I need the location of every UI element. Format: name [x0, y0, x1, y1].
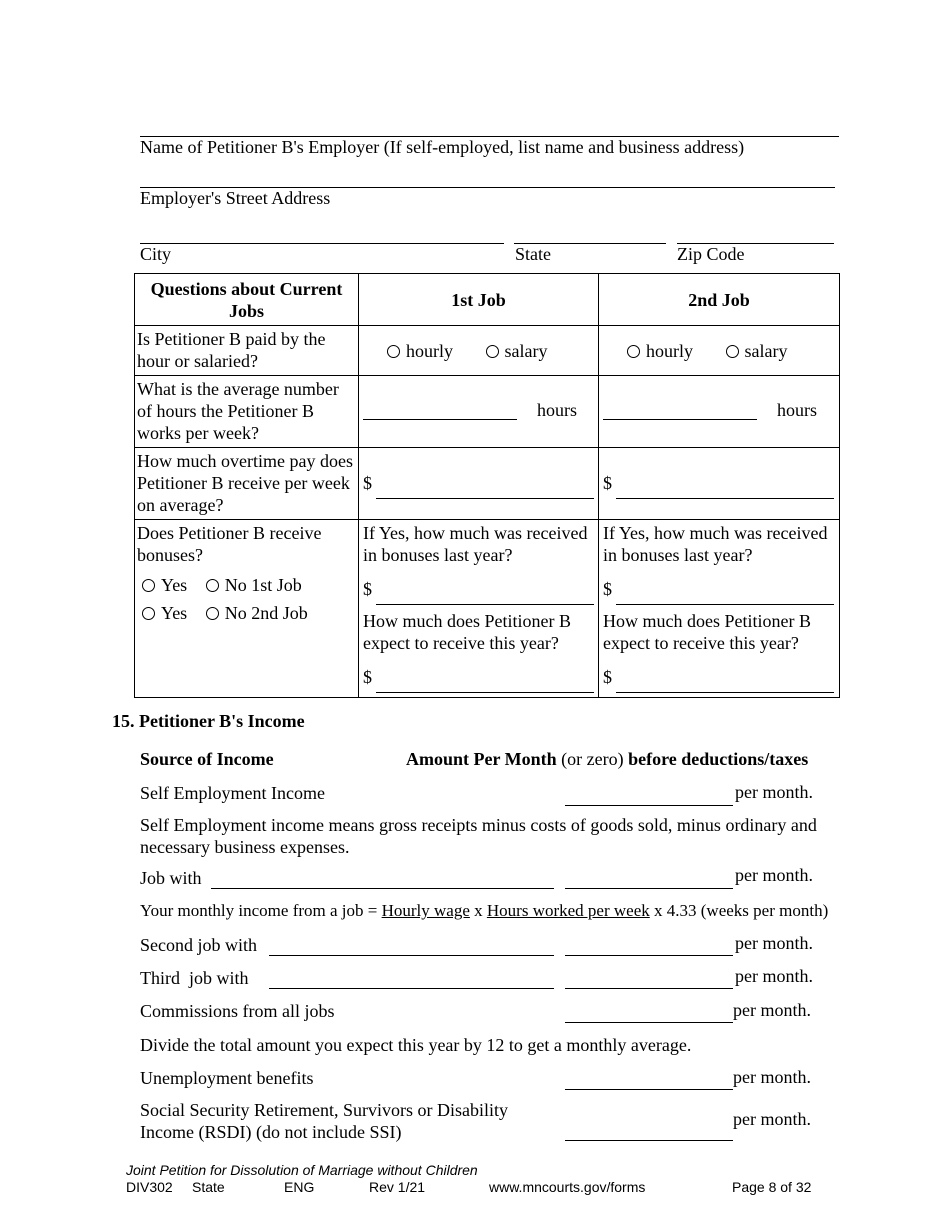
- bonus-this-year-label: How much does Petitioner B expect to receive this year?: [363, 611, 571, 653]
- self-employment-note: Self Employment income means gross receipts minus costs of goods sold, minus ordinary and necessary business expenses.: [140, 815, 817, 857]
- job1-hours-unit: hours: [537, 400, 577, 420]
- job2-bonus-this-year-field[interactable]: [616, 692, 834, 693]
- commissions-amount[interactable]: [565, 1022, 733, 1023]
- unemployment-amount[interactable]: [565, 1089, 733, 1090]
- employer-street-label: Employer's Street Address: [140, 188, 331, 208]
- job2-hours-field[interactable]: [603, 419, 757, 420]
- rsdi-label-line1: Social Security Retirement, Survivors or Disability: [140, 1100, 508, 1120]
- per-month: per month.: [735, 966, 813, 986]
- table-header-row: [135, 274, 840, 326]
- self-employment-amount[interactable]: [565, 805, 733, 806]
- job2-hours-unit: hours: [777, 400, 817, 420]
- footer-url[interactable]: www.mncourts.gov/forms: [489, 1179, 646, 1195]
- employer-name-label: Name of Petitioner B's Employer (If self-employed, list name and business address): [140, 137, 745, 157]
- job2-overtime-cell: [599, 448, 840, 520]
- third-job-employer-field[interactable]: [269, 988, 554, 989]
- bonus-last-year-label: If Yes, how much was received in bonuses last year?: [363, 523, 588, 565]
- job-amount[interactable]: [565, 888, 733, 889]
- job2-bonus-cell: [599, 520, 840, 698]
- question-bonus-cell: [135, 520, 359, 698]
- dollar-sign: $: [603, 579, 612, 599]
- job1-overtime-field[interactable]: [376, 498, 594, 499]
- third-job-amount[interactable]: [565, 988, 733, 989]
- bonus-this-year-label: How much does Petitioner B expect to receive this year?: [603, 611, 811, 653]
- section-title: 15. Petitioner B's Income: [112, 711, 305, 731]
- second-job-label: Second job with: [140, 935, 257, 955]
- dollar-sign: $: [363, 473, 372, 493]
- second-job-amount[interactable]: [565, 955, 733, 956]
- question-hours: What is the average number of hours the Petitioner B works per week?: [135, 376, 359, 448]
- job-employer-field[interactable]: [211, 888, 554, 889]
- bonus-job1-options: [137, 574, 356, 596]
- footer-state: State: [192, 1179, 225, 1195]
- question-overtime: How much overtime pay does Petitioner B receive per week on average?: [135, 448, 359, 520]
- per-month: per month.: [733, 1000, 811, 1020]
- bonus-job2-no-radio[interactable]: No 2nd Job: [206, 603, 308, 623]
- dollar-sign: $: [603, 473, 612, 493]
- footer-page-number: Page 8 of 32: [732, 1179, 812, 1195]
- question-bonus: Does Petitioner B receive bonuses?: [137, 523, 322, 565]
- per-month: per month.: [735, 865, 813, 885]
- job2-hours-cell: [599, 376, 840, 448]
- self-employment-label: Self Employment Income: [140, 783, 325, 803]
- footer-rev: Rev 1/21: [369, 1179, 426, 1195]
- per-month: per month.: [733, 1067, 811, 1087]
- job1-hours-field[interactable]: [363, 419, 517, 420]
- city-field[interactable]: [140, 243, 504, 244]
- job2-hourly-radio[interactable]: hourly: [627, 341, 693, 361]
- amount-header: Amount Per Month (or zero) before deductions/taxes: [406, 749, 809, 769]
- table-row: [135, 520, 840, 698]
- rsdi-amount[interactable]: [565, 1140, 733, 1141]
- job1-bonus-this-year-field[interactable]: [376, 692, 594, 693]
- dollar-sign: $: [603, 667, 612, 687]
- bonus-last-year-label: If Yes, how much was received in bonuses last year?: [603, 523, 828, 565]
- job-with-label: Job with: [140, 868, 202, 888]
- job-income-formula: Your monthly income from a job = Hourly wage x Hours worked per week x 4.33 (weeks per month): [140, 901, 829, 920]
- question-paid: Is Petitioner B paid by the hour or salaried?: [135, 326, 359, 376]
- table-row: [135, 326, 840, 376]
- unemployment-label: Unemployment benefits: [140, 1068, 314, 1088]
- job2-salary-radio[interactable]: salary: [726, 341, 788, 361]
- job1-hourly-radio[interactable]: hourly: [387, 341, 453, 361]
- job1-hours-cell: [359, 376, 599, 448]
- footer-form-code: DIV302: [126, 1179, 173, 1195]
- source-header: Source of Income: [140, 749, 274, 769]
- header-questions: Questions about Current Jobs: [135, 274, 359, 326]
- dollar-sign: $: [363, 579, 372, 599]
- job2-pay-options: [599, 326, 840, 376]
- header-job1: 1st Job: [359, 274, 599, 326]
- per-month: per month.: [735, 933, 813, 953]
- per-month: per month.: [733, 1109, 811, 1129]
- job1-pay-options: [359, 326, 599, 376]
- job1-bonus-cell: [359, 520, 599, 698]
- job1-bonus-last-year-field[interactable]: [376, 604, 594, 605]
- state-label: State: [515, 244, 551, 264]
- job1-overtime-cell: [359, 448, 599, 520]
- commissions-label: Commissions from all jobs: [140, 1001, 335, 1021]
- current-jobs-table: [134, 273, 840, 698]
- bonus-job2-yes-radio[interactable]: Yes: [142, 603, 187, 623]
- third-job-label: Third job with: [140, 968, 249, 988]
- header-job2: 2nd Job: [599, 274, 840, 326]
- job2-bonus-last-year-field[interactable]: [616, 604, 834, 605]
- bonus-job1-no-radio[interactable]: No 1st Job: [206, 575, 302, 595]
- zip-label: Zip Code: [677, 244, 745, 264]
- bonus-job1-yes-radio[interactable]: Yes: [142, 575, 187, 595]
- city-label: City: [140, 244, 172, 264]
- job2-overtime-field[interactable]: [616, 498, 834, 499]
- commissions-note: Divide the total amount you expect this year by 12 to get a monthly average.: [140, 1035, 692, 1055]
- table-row: [135, 376, 840, 448]
- second-job-employer-field[interactable]: [269, 955, 554, 956]
- bonus-job2-options: [137, 602, 356, 624]
- job1-salary-radio[interactable]: salary: [486, 341, 548, 361]
- table-row: [135, 448, 840, 520]
- rsdi-label-line2: Income (RSDI) (do not include SSI): [140, 1122, 402, 1142]
- footer-lang: ENG: [284, 1179, 315, 1195]
- footer-form-title: Joint Petition for Dissolution of Marriage without Children: [126, 1162, 478, 1178]
- per-month: per month.: [735, 782, 813, 802]
- dollar-sign: $: [363, 667, 372, 687]
